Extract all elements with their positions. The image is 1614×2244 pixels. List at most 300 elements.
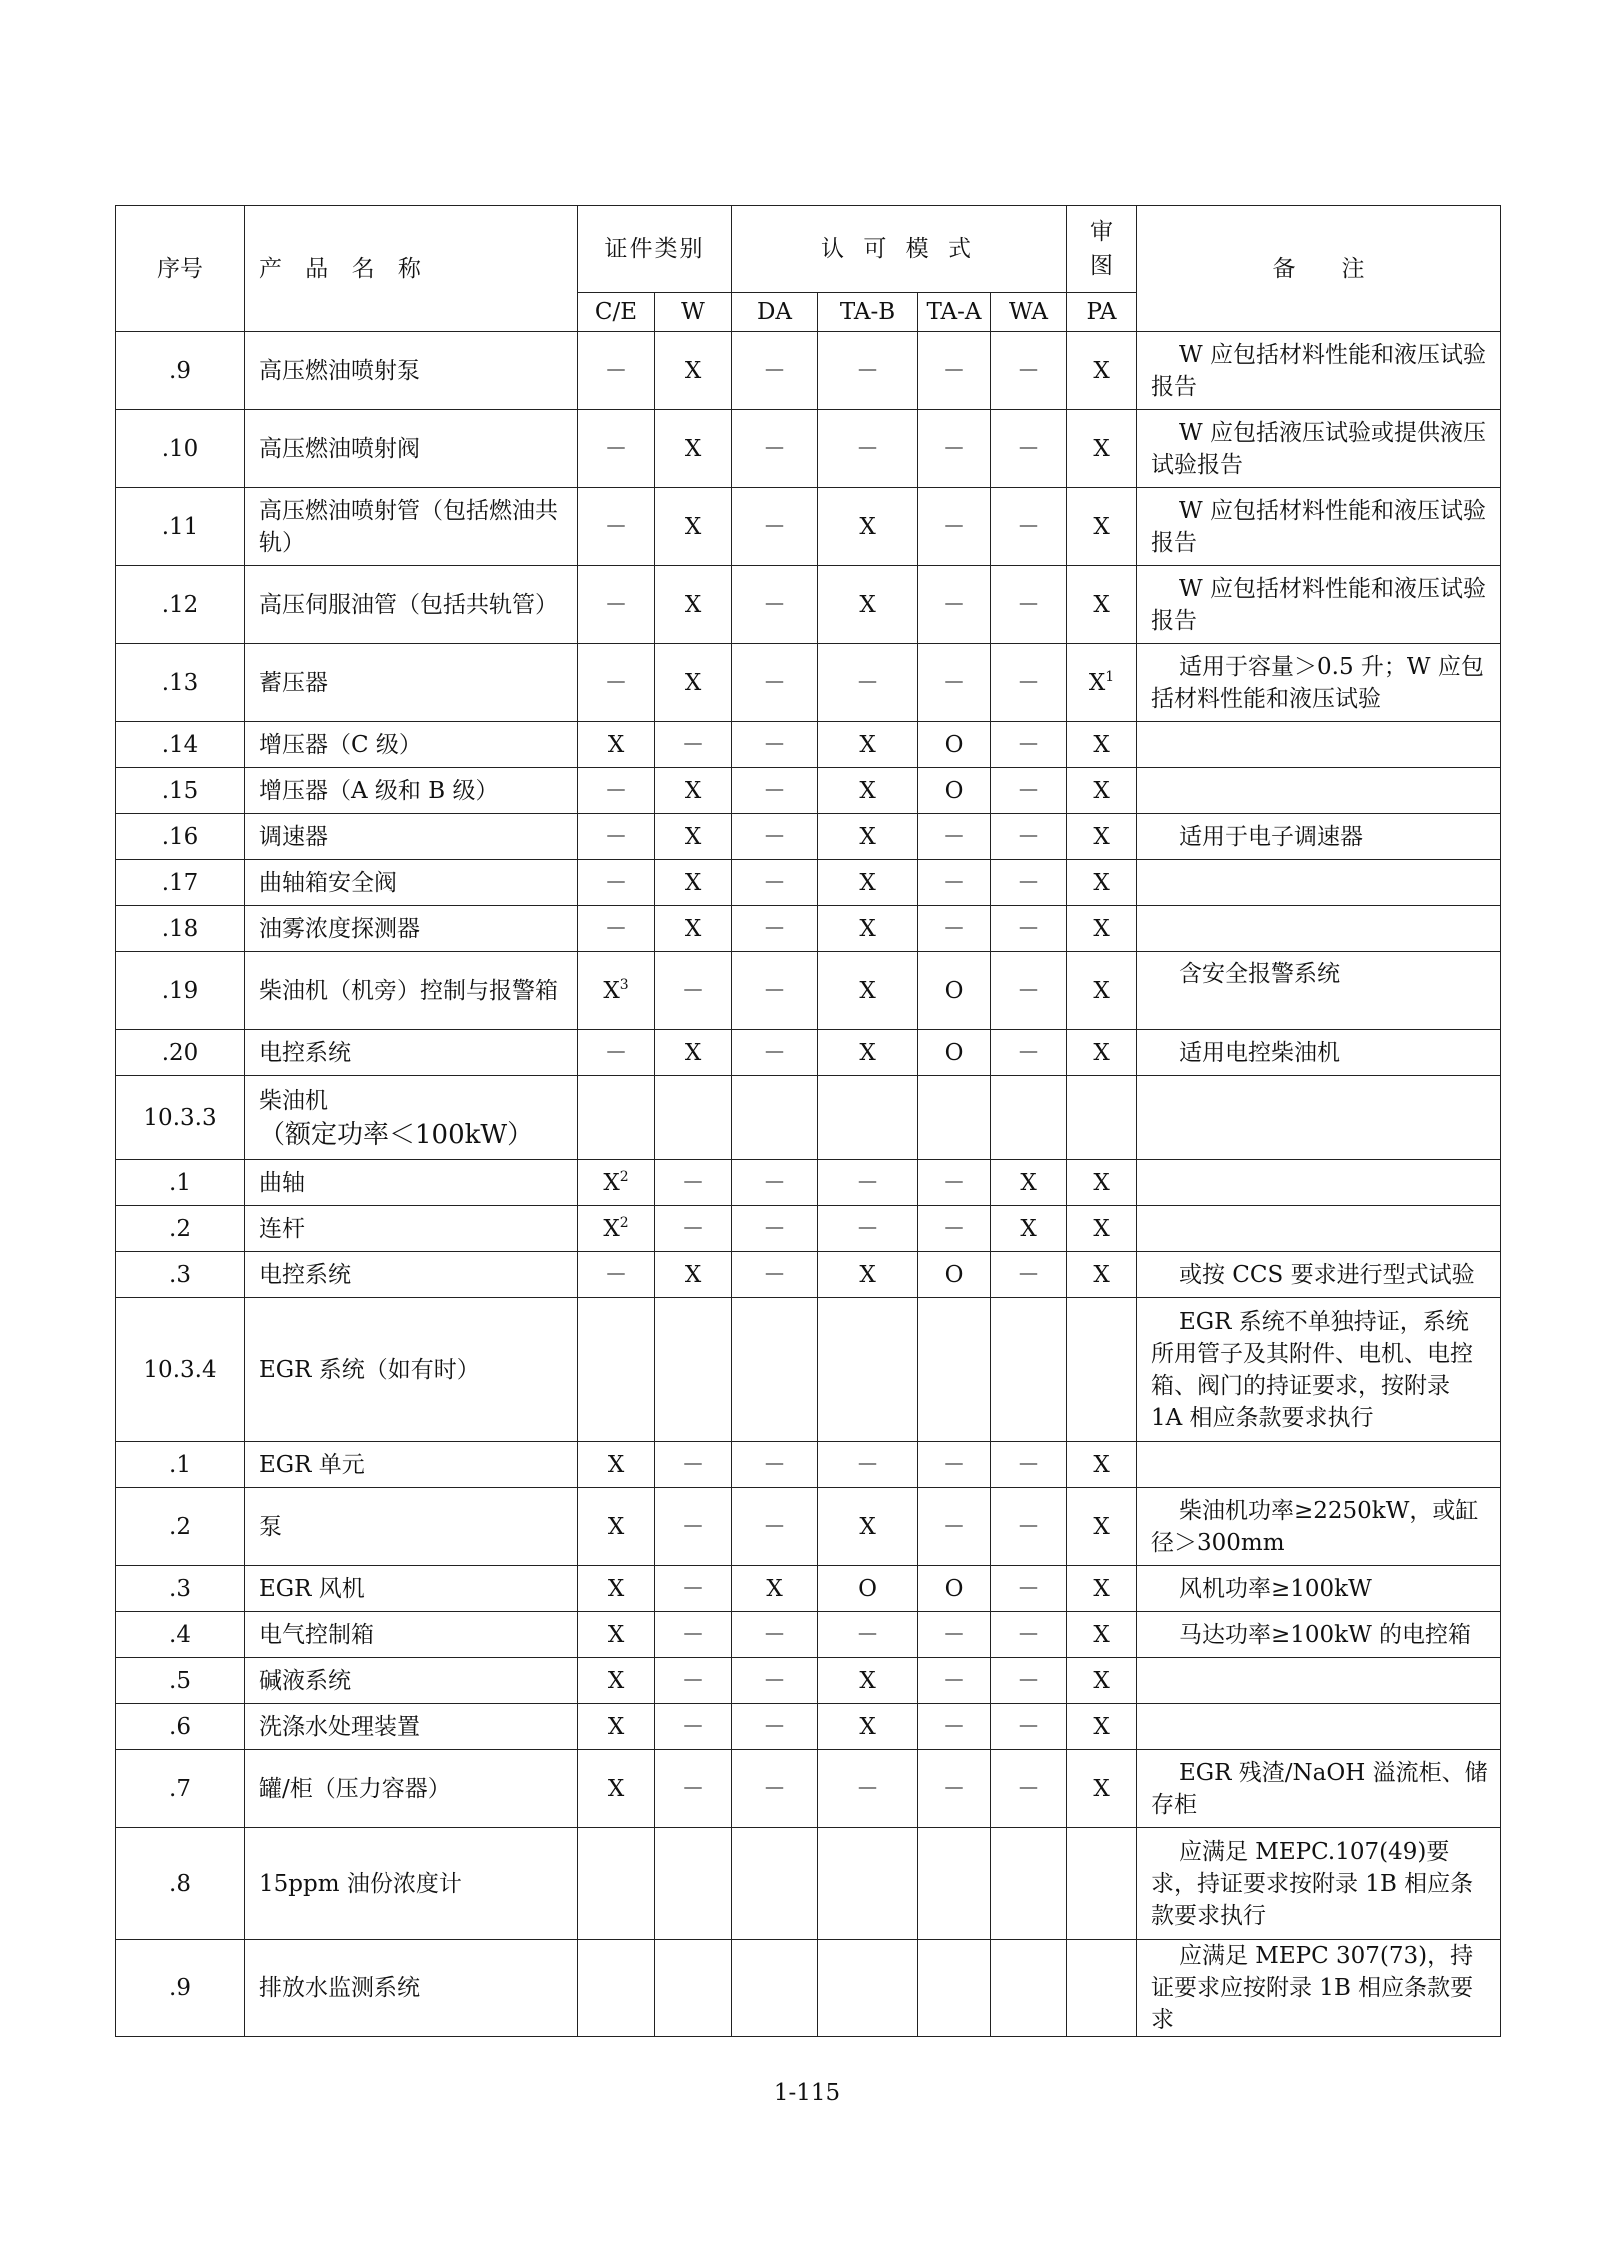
cell-w xyxy=(655,1750,732,1828)
remark: W 应包括材料性能和液压试验报告 xyxy=(1137,332,1501,410)
footnote-marker: 1 xyxy=(1105,668,1115,685)
cell-value: － xyxy=(763,1667,786,1694)
cell-w xyxy=(655,488,732,566)
cell-value: X xyxy=(1093,1775,1110,1802)
cell-value: X xyxy=(1093,1215,1110,1242)
cell-value: － xyxy=(681,1451,705,1478)
cell-value: － xyxy=(681,1667,705,1694)
cell-wa xyxy=(991,860,1067,906)
cell-value: X xyxy=(607,1775,625,1802)
cell-c-e xyxy=(578,1076,655,1160)
cell-pa xyxy=(1067,1252,1137,1298)
cell-ta-b xyxy=(818,952,918,1030)
cell-w xyxy=(655,566,732,644)
cell-value: － xyxy=(942,1667,966,1694)
cell-ta-a xyxy=(918,1252,991,1298)
cell-value: X xyxy=(684,1261,702,1288)
remark: 适用电控柴油机 xyxy=(1137,1030,1501,1076)
table-row xyxy=(116,410,1501,488)
cell-wa xyxy=(991,1750,1067,1828)
product-name: 曲轴箱安全阀 xyxy=(245,860,578,906)
cell-value: X xyxy=(1093,435,1110,462)
cell-value: － xyxy=(1017,357,1040,384)
cell-c-e xyxy=(578,1828,655,1940)
cell-ta-b xyxy=(818,1828,918,1940)
cell-w xyxy=(655,1298,732,1442)
table-row xyxy=(116,1252,1501,1298)
cell-w xyxy=(655,1442,732,1488)
cell-value: － xyxy=(1017,1713,1040,1740)
product-name: 高压燃油喷射管（包括燃油共轨） xyxy=(245,488,578,566)
cell-value: － xyxy=(856,1451,879,1478)
cell-ta-a xyxy=(918,1566,991,1612)
cell-pa xyxy=(1067,906,1137,952)
cell-c-e xyxy=(578,1298,655,1442)
cell-value: － xyxy=(856,1215,879,1242)
cell-wa xyxy=(991,1206,1067,1252)
cell-w xyxy=(655,410,732,488)
cell-value: － xyxy=(604,357,628,384)
cell-value: － xyxy=(763,1039,786,1066)
cell-value: － xyxy=(1017,435,1040,462)
table-row xyxy=(116,1612,1501,1658)
cell-value: － xyxy=(604,1261,628,1288)
table-row xyxy=(116,1298,1501,1442)
cell-c-e xyxy=(578,1658,655,1704)
cell-value: － xyxy=(763,591,786,618)
cell-value: － xyxy=(942,1713,966,1740)
cell-pa xyxy=(1067,1750,1137,1828)
cell-value: － xyxy=(763,1169,786,1196)
cell-da xyxy=(732,1252,818,1298)
cell-pa xyxy=(1067,722,1137,768)
remark xyxy=(1137,722,1501,768)
cell-value: － xyxy=(763,977,786,1004)
cell-w xyxy=(655,722,732,768)
cell-value: X xyxy=(859,977,876,1004)
header-seq: 序号 xyxy=(116,206,245,332)
cell-value: O xyxy=(858,1575,877,1602)
cell-c-e xyxy=(578,1252,655,1298)
cell-value: － xyxy=(763,435,786,462)
cell-value: X xyxy=(607,731,625,758)
cell-wa xyxy=(991,768,1067,814)
cell-value: X xyxy=(1093,1575,1110,1602)
cell-ta-a xyxy=(918,1442,991,1488)
remark: EGR 系统不单独持证，系统所用管子及其附件、电机、电控箱、阀门的持证要求，按附录 1A 相应条款要求执行 xyxy=(1137,1298,1501,1442)
cell-wa xyxy=(991,1442,1067,1488)
row-number: .1 xyxy=(116,1442,245,1488)
product-name: 电控系统 xyxy=(245,1030,578,1076)
cell-da xyxy=(732,1442,818,1488)
cell-pa xyxy=(1067,1828,1137,1940)
cell-w xyxy=(655,1206,732,1252)
cell-da xyxy=(732,332,818,410)
cell-ta-b xyxy=(818,1750,918,1828)
cell-value: － xyxy=(1017,777,1040,804)
cell-pa xyxy=(1067,1612,1137,1658)
product-name: 高压燃油喷射阀 xyxy=(245,410,578,488)
cell-value: － xyxy=(604,435,628,462)
cell-value: － xyxy=(1017,1513,1040,1540)
cell-value: X xyxy=(859,1039,876,1066)
footnote-marker: 3 xyxy=(619,976,629,993)
cell-ta-b xyxy=(818,1298,918,1442)
cell-w xyxy=(655,332,732,410)
cell-value: － xyxy=(942,357,966,384)
product-name: 蓄压器 xyxy=(245,644,578,722)
cell-w xyxy=(655,906,732,952)
cell-ta-b xyxy=(818,566,918,644)
table-row xyxy=(116,1206,1501,1252)
cell-ta-b xyxy=(818,644,918,722)
cell-ta-a xyxy=(918,1828,991,1940)
cell-wa xyxy=(991,1488,1067,1566)
product-name: 调速器 xyxy=(245,814,578,860)
cell-da xyxy=(732,1658,818,1704)
cell-value: O xyxy=(944,1261,964,1288)
cell-da xyxy=(732,1828,818,1940)
cell-ta-b xyxy=(818,1704,918,1750)
cell-value: － xyxy=(942,669,966,696)
cell-value: － xyxy=(1017,1039,1040,1066)
cell-value: X xyxy=(1093,1039,1110,1066)
cell-value: － xyxy=(681,1215,705,1242)
cell-value: － xyxy=(942,869,966,896)
cell-value: － xyxy=(681,1713,705,1740)
cell-value: － xyxy=(942,823,966,850)
cell-value: － xyxy=(604,869,628,896)
cell-wa xyxy=(991,1566,1067,1612)
cell-wa xyxy=(991,1940,1067,2037)
cell-da xyxy=(732,1750,818,1828)
row-number: .6 xyxy=(116,1704,245,1750)
cell-value: － xyxy=(1017,1621,1040,1648)
cell-value: X xyxy=(607,1713,625,1740)
row-number: .19 xyxy=(116,952,245,1030)
cell-value: X xyxy=(684,591,702,618)
certification-table xyxy=(115,205,1501,2037)
table-row xyxy=(116,1488,1501,1566)
table-row xyxy=(116,860,1501,906)
row-number: .18 xyxy=(116,906,245,952)
cell-wa xyxy=(991,1828,1067,1940)
cell-wa xyxy=(991,566,1067,644)
remark xyxy=(1137,1658,1501,1704)
cell-da xyxy=(732,814,818,860)
cell-value: X xyxy=(1093,1667,1110,1694)
cell-c-e xyxy=(578,410,655,488)
cell-da xyxy=(732,1488,818,1566)
cell-value: － xyxy=(604,823,628,850)
cell-value: X xyxy=(1020,1215,1037,1242)
cell-value: X xyxy=(603,977,620,1004)
cell-value: X xyxy=(603,1169,620,1196)
cell-value: X xyxy=(1093,357,1110,384)
cell-value: － xyxy=(856,357,879,384)
product-name: 碱液系统 xyxy=(245,1658,578,1704)
cell-ta-a xyxy=(918,814,991,860)
product-name xyxy=(245,1076,578,1160)
cell-value: － xyxy=(681,731,705,758)
cell-c-e xyxy=(578,1566,655,1612)
cell-da xyxy=(732,722,818,768)
cell-value: X xyxy=(684,915,702,942)
cell-da xyxy=(732,566,818,644)
cell-value: X xyxy=(859,915,876,942)
cell-value: － xyxy=(604,1039,628,1066)
row-number: .3 xyxy=(116,1566,245,1612)
cell-value: X xyxy=(607,1451,625,1478)
cell-da xyxy=(732,906,818,952)
table-row xyxy=(116,1030,1501,1076)
cell-c-e xyxy=(578,768,655,814)
cell-da xyxy=(732,1940,818,2037)
cell-ta-b xyxy=(818,1658,918,1704)
remark xyxy=(1137,1206,1501,1252)
cell-value: － xyxy=(1017,731,1040,758)
cell-value: － xyxy=(942,1215,966,1242)
remark: W 应包括材料性能和液压试验报告 xyxy=(1137,488,1501,566)
table-row xyxy=(116,488,1501,566)
cell-c-e xyxy=(578,1160,655,1206)
cell-value: X xyxy=(607,1513,625,1540)
remark xyxy=(1137,906,1501,952)
cell-w xyxy=(655,1940,732,2037)
cell-da xyxy=(732,1160,818,1206)
cell-value: － xyxy=(604,669,628,696)
cell-value: X xyxy=(1093,1261,1110,1288)
table-row xyxy=(116,332,1501,410)
cell-ta-b xyxy=(818,1206,918,1252)
cell-da xyxy=(732,1612,818,1658)
row-number: .1 xyxy=(116,1160,245,1206)
cell-value: X xyxy=(603,1215,620,1242)
remark: W 应包括液压试验或提供液压试验报告 xyxy=(1137,410,1501,488)
cell-value: － xyxy=(681,1513,705,1540)
table-row xyxy=(116,1940,1501,2037)
cell-ta-a xyxy=(918,410,991,488)
cell-value: X xyxy=(859,823,876,850)
cell-value: X xyxy=(1093,869,1110,896)
cell-wa xyxy=(991,814,1067,860)
cell-c-e xyxy=(578,332,655,410)
cell-value: － xyxy=(763,513,786,540)
cell-value: － xyxy=(856,669,879,696)
cell-value: X xyxy=(1093,977,1110,1004)
cell-value: X xyxy=(1093,777,1110,804)
cell-da xyxy=(732,860,818,906)
cell-wa xyxy=(991,644,1067,722)
page-number: 1-115 xyxy=(773,2080,841,2106)
cell-value: X xyxy=(684,669,702,696)
cell-c-e xyxy=(578,644,655,722)
cell-ta-a xyxy=(918,566,991,644)
cell-c-e xyxy=(578,952,655,1030)
cell-c-e xyxy=(578,1030,655,1076)
cell-ta-b xyxy=(818,1252,918,1298)
cell-value: X xyxy=(1093,1169,1110,1196)
table-row xyxy=(116,1704,1501,1750)
row-number: .10 xyxy=(116,410,245,488)
cell-value: － xyxy=(1017,1775,1040,1802)
product-name: 洗涤水处理装置 xyxy=(245,1704,578,1750)
cell-value: － xyxy=(681,1169,705,1196)
cell-w xyxy=(655,1030,732,1076)
table-row xyxy=(116,952,1501,1030)
cell-ta-b xyxy=(818,1940,918,2037)
cell-value: － xyxy=(856,1169,879,1196)
cell-value: － xyxy=(763,357,786,384)
cell-pa xyxy=(1067,1488,1137,1566)
cell-w xyxy=(655,1704,732,1750)
cell-value: － xyxy=(1017,869,1040,896)
cell-value: X xyxy=(1093,513,1110,540)
product-name: 泵 xyxy=(245,1488,578,1566)
cell-ta-b xyxy=(818,722,918,768)
header-product-name: 产 品 名 称 xyxy=(245,206,578,332)
cell-w xyxy=(655,1252,732,1298)
cell-ta-a xyxy=(918,1488,991,1566)
product-name: EGR 单元 xyxy=(245,1442,578,1488)
cell-da xyxy=(732,768,818,814)
cell-pa xyxy=(1067,644,1137,722)
remark xyxy=(1137,768,1501,814)
cell-value: X xyxy=(1093,1451,1110,1478)
cell-ta-b xyxy=(818,488,918,566)
header-remarks: 备 注 xyxy=(1137,206,1501,332)
remark: 适用于容量＞0.5 升；W 应包括材料性能和液压试验 xyxy=(1137,644,1501,722)
cell-pa xyxy=(1067,1940,1137,2037)
table-row xyxy=(116,566,1501,644)
cell-value: － xyxy=(942,915,966,942)
cell-value: － xyxy=(1017,513,1040,540)
cell-value: － xyxy=(681,1775,705,1802)
cell-pa xyxy=(1067,1206,1137,1252)
product-name: 曲轴 xyxy=(245,1160,578,1206)
cell-ta-a xyxy=(918,1298,991,1442)
table-row xyxy=(116,768,1501,814)
cell-ta-b xyxy=(818,1076,918,1160)
cell-w xyxy=(655,1488,732,1566)
cell-pa xyxy=(1067,332,1137,410)
cell-pa xyxy=(1067,566,1137,644)
cell-value: X xyxy=(684,513,702,540)
cell-value: － xyxy=(942,1621,966,1648)
cell-value: X xyxy=(859,777,876,804)
cell-value: O xyxy=(944,777,964,804)
product-name: 电控系统 xyxy=(245,1252,578,1298)
cell-value: － xyxy=(763,1451,786,1478)
cell-value: － xyxy=(763,669,786,696)
product-name: 柴油机（机旁）控制与报警箱 xyxy=(245,952,578,1030)
cell-value: － xyxy=(763,1713,786,1740)
cell-value: X xyxy=(859,731,876,758)
cell-ta-b xyxy=(818,906,918,952)
remark: W 应包括材料性能和液压试验报告 xyxy=(1137,566,1501,644)
table-row xyxy=(116,1828,1501,1940)
product-name: 连杆 xyxy=(245,1206,578,1252)
cell-wa xyxy=(991,1030,1067,1076)
remark xyxy=(1137,1704,1501,1750)
header-col-ta-b: TA-B xyxy=(818,293,918,332)
cell-value: X xyxy=(1093,1713,1110,1740)
cell-value: X xyxy=(1020,1169,1037,1196)
cell-value: － xyxy=(763,1621,786,1648)
cell-ta-a xyxy=(918,1658,991,1704)
cell-da xyxy=(732,488,818,566)
cell-wa xyxy=(991,1252,1067,1298)
cell-da xyxy=(732,410,818,488)
remark: 应满足 MEPC 307(73)，持证要求应按附录 1B 相应条款要求 xyxy=(1137,1940,1501,2037)
cell-ta-a xyxy=(918,906,991,952)
table-row xyxy=(116,1160,1501,1206)
cell-value: X xyxy=(1093,731,1110,758)
cell-ta-a xyxy=(918,332,991,410)
cell-ta-b xyxy=(818,410,918,488)
cell-value: － xyxy=(1017,669,1040,696)
cell-w xyxy=(655,644,732,722)
cell-wa xyxy=(991,1612,1067,1658)
cell-value: － xyxy=(856,1621,879,1648)
cell-ta-b xyxy=(818,1030,918,1076)
remark xyxy=(1137,1076,1501,1160)
remark: 柴油机功率≥2250kW，或缸径＞300mm xyxy=(1137,1488,1501,1566)
row-number: .8 xyxy=(116,1828,245,1940)
header-col-ta-a: TA-A xyxy=(918,293,991,332)
cell-value: － xyxy=(942,1775,966,1802)
cell-value: － xyxy=(763,777,786,804)
cell-value: X xyxy=(1088,669,1106,696)
cell-ta-a xyxy=(918,644,991,722)
cell-value: O xyxy=(944,1039,964,1066)
cell-pa xyxy=(1067,1298,1137,1442)
header-col-w: W xyxy=(655,293,732,332)
cell-ta-a xyxy=(918,1612,991,1658)
cell-da xyxy=(732,952,818,1030)
cell-value: X xyxy=(1093,823,1110,850)
cell-value: O xyxy=(944,1575,964,1602)
cell-da xyxy=(732,644,818,722)
cell-ta-a xyxy=(918,860,991,906)
header-col-da: DA xyxy=(732,293,818,332)
cell-wa xyxy=(991,410,1067,488)
cell-w xyxy=(655,1076,732,1160)
product-name: 电气控制箱 xyxy=(245,1612,578,1658)
product-name: 高压伺服油管（包括共轨管） xyxy=(245,566,578,644)
cell-c-e xyxy=(578,1206,655,1252)
cell-value: － xyxy=(763,1215,786,1242)
row-number: 10.3.4 xyxy=(116,1298,245,1442)
cell-value: X xyxy=(859,1513,876,1540)
cell-w xyxy=(655,814,732,860)
cell-c-e xyxy=(578,814,655,860)
header-cert-type: 证件类别 xyxy=(578,206,732,293)
footnote-marker: 2 xyxy=(619,1214,629,1231)
product-name-line2: （额定功率＜100kW） xyxy=(259,1119,534,1150)
cell-value: X xyxy=(859,1261,876,1288)
table-row xyxy=(116,814,1501,860)
cell-value: X xyxy=(859,1713,876,1740)
cell-value: － xyxy=(763,1775,786,1802)
row-number: .5 xyxy=(116,1658,245,1704)
row-number: 10.3.3 xyxy=(116,1076,245,1160)
remark: 风机功率≥100kW xyxy=(1137,1566,1501,1612)
cell-ta-a xyxy=(918,768,991,814)
cell-value: X xyxy=(607,1667,625,1694)
cell-c-e xyxy=(578,1612,655,1658)
cell-value: － xyxy=(681,1575,705,1602)
